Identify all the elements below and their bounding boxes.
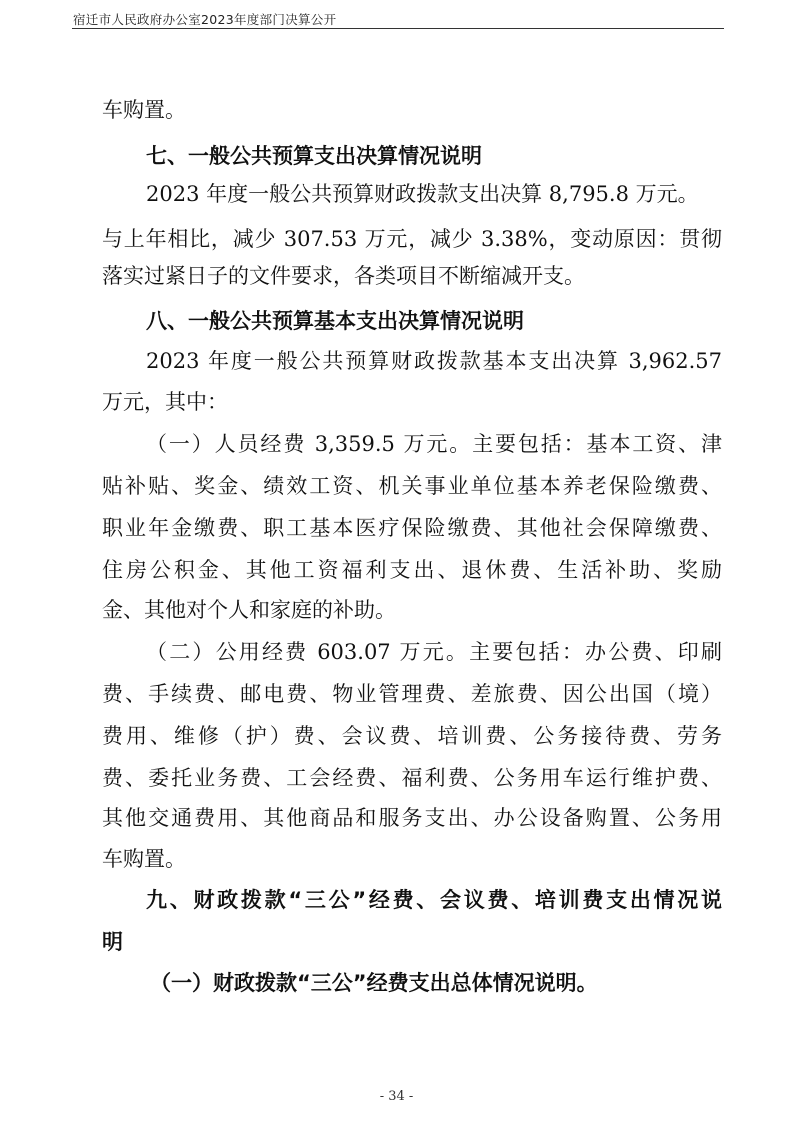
paragraph-line: 车购置。 (102, 847, 186, 871)
paragraph-line: （二）公用经费 603.07 万元。主要包括：办公费、印刷 (146, 640, 722, 664)
paragraph-line: 万元，其中： (102, 390, 228, 414)
section-heading-9: 九、财政拨款“三公”经费、会议费、培训费支出情况说 (146, 888, 722, 912)
paragraph-line: 费、手续费、邮电费、物业管理费、差旅费、因公出国（境） (102, 682, 722, 706)
page-number: - 34 - (379, 1089, 414, 1104)
paragraph-line: 住房公积金、其他工资福利支出、退休费、生活补助、奖励 (102, 558, 722, 582)
paragraph-line: 落实过紧日子的文件要求，各类项目不断缩减开支。 (102, 264, 585, 288)
header-rule (72, 28, 724, 29)
paragraph-line: 金、其他对个人和家庭的补助。 (102, 598, 396, 622)
section-heading-7: 七、一般公共预算支出决算情况说明 (146, 144, 482, 168)
running-header: 宿迁市人民政府办公室2023年度部门决算公开 (73, 12, 337, 27)
section-heading-8: 八、一般公共预算基本支出决算情况说明 (146, 309, 524, 333)
paragraph-line: 车购置。 (102, 98, 186, 122)
paragraph-line: 与上年相比，减少 307.53 万元，减少 3.38%，变动原因：贯彻 (102, 227, 722, 251)
paragraph-line: 2023 年度一般公共预算财政拨款基本支出决算 3,962.57 (146, 349, 722, 373)
paragraph-line: 职业年金缴费、职工基本医疗保险缴费、其他社会保障缴费、 (102, 516, 722, 540)
subsection-heading: （一）财政拨款“三公”经费支出总体情况说明。 (150, 971, 598, 995)
paragraph-line: 贴补贴、奖金、绩效工资、机关事业单位基本养老保险缴费、 (102, 474, 722, 498)
section-heading-9-cont: 明 (102, 930, 123, 954)
paragraph-line: 其他交通费用、其他商品和服务支出、办公设备购置、公务用 (102, 806, 722, 830)
paragraph-line: 2023 年度一般公共预算财政拨款支出决算 8,795.8 万元。 (146, 182, 699, 206)
paragraph-line: （一）人员经费 3,359.5 万元。主要包括：基本工资、津 (146, 432, 722, 456)
paragraph-line: 费、委托业务费、工会经费、福利费、公务用车运行维护费、 (102, 766, 722, 790)
paragraph-line: 费用、维修（护）费、会议费、培训费、公务接待费、劳务 (102, 724, 722, 748)
